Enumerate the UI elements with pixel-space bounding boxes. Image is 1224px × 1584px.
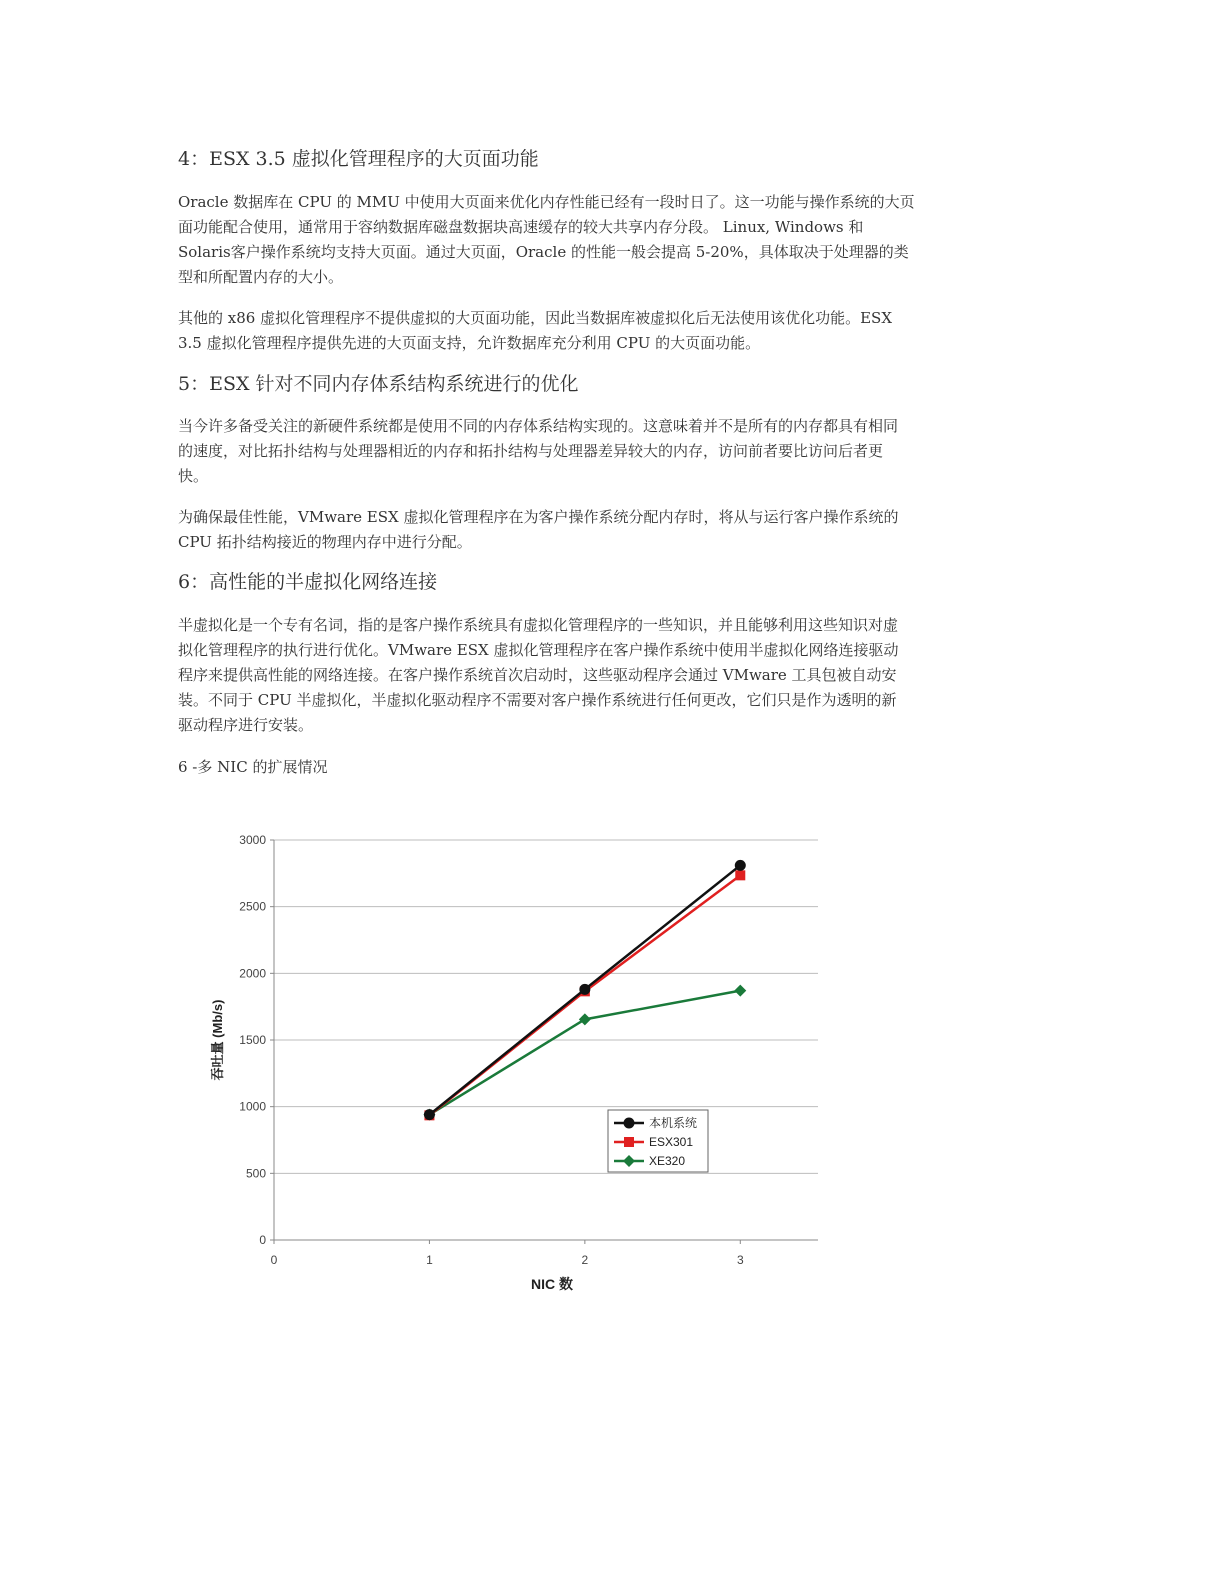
text-line: 型和所配置内存的大小。 — [178, 268, 344, 286]
y-axis-title: 吞吐量 (Mb/s) — [210, 999, 225, 1081]
section-heading-paravirt-network: 6：高性能的半虚拟化网络连接 — [178, 571, 438, 593]
legend-label: XE320 — [649, 1154, 686, 1168]
legend-swatch-marker — [624, 1137, 634, 1147]
paragraph-numa-esx — [178, 505, 1048, 555]
y-tick-label: 0 — [259, 1233, 266, 1247]
x-axis-title: NIC 数 — [531, 1276, 573, 1292]
series-2-point — [734, 985, 746, 997]
text-line: 程序来提供高性能的网络连接。在客户操作系统首次启动时，这些驱动程序会通过 VMware 工具包被自动安 — [178, 666, 897, 684]
y-tick-label: 2500 — [239, 899, 266, 914]
series-1-point — [735, 870, 745, 880]
x-tick-label: 1 — [426, 1253, 433, 1267]
series-2-point — [579, 1013, 591, 1025]
section-heading-numa: 5：ESX 针对不同内存体系结构系统进行的优化 — [178, 373, 579, 395]
text-line: 半虚拟化是一个专有名词，指的是客户操作系统具有虚拟化管理程序的一些知识，并且能够利用这些知识对虚 — [178, 616, 899, 634]
y-tick-label: 500 — [245, 1166, 266, 1181]
text-line: 快。 — [178, 467, 209, 485]
text-line: 其他的 x86 虚拟化管理程序不提供虚拟的大页面功能，因此当数据库被虚拟化后无法使用该优化功能。ESX — [178, 309, 892, 327]
text-line: 拟化管理程序的执行进行优化。VMware ESX 虚拟化管理程序在客户操作系统中使用半虚拟化网络连接驱动 — [178, 641, 899, 659]
paragraph-paravirt-network — [178, 613, 1048, 738]
text-line: 为确保最佳性能，VMware ESX 虚拟化管理程序在为客户操作系统分配内存时，将从与运行客户操作系统的 — [178, 508, 899, 526]
x-tick-label: 2 — [581, 1253, 589, 1267]
series-line-2 — [429, 991, 740, 1115]
y-tick-label: 1500 — [239, 1033, 266, 1047]
legend-label: ESX301 — [649, 1135, 694, 1149]
text-line: CPU 拓扑结构接近的物理内存中进行分配。 — [178, 533, 472, 551]
paragraph-numa-intro — [178, 414, 1048, 489]
y-tick-label: 2000 — [239, 966, 266, 981]
paragraph-large-pages-esx — [178, 306, 1048, 356]
legend-label: 本机系统 — [649, 1116, 698, 1130]
x-tick-label: 3 — [736, 1253, 744, 1267]
section-heading-large-pages: 4：ESX 3.5 虚拟化管理程序的大页面功能 — [178, 148, 539, 170]
x-tick-label: 0 — [270, 1253, 278, 1267]
paragraph-large-pages-intro — [178, 190, 1048, 290]
figure-caption: 6 -多 NIC 的扩展情况 — [178, 758, 328, 776]
text-line: 面功能配合使用，通常用于容纳数据库磁盘数据块高速缓存的较大共享内存分段。 Linux, Windows 和 — [178, 218, 864, 236]
legend-swatch-marker — [624, 1118, 635, 1129]
text-line: Oracle 数据库在 CPU 的 MMU 中使用大页面来优化内存性能已经有一段时日了。这一功能与操作系统的大页 — [178, 193, 915, 211]
text-line: 驱动程序进行安装。 — [178, 716, 314, 734]
text-line: 3.5 虚拟化管理程序提供先进的大页面支持，允许数据库充分利用 CPU 的大页面功能。 — [178, 334, 761, 352]
series-0-point — [735, 860, 746, 871]
text-line: Solaris客户操作系统均支持大页面。通过大页面，Oracle 的性能一般会提高 5-20%，具体取决于处理器的类 — [178, 243, 909, 261]
series-0-point — [579, 984, 590, 995]
text-line: 当今许多备受关注的新硬件系统都是使用不同的内存体系结构实现的。这意味着并不是所有的内存都具有相同 — [178, 417, 899, 435]
y-tick-label: 1000 — [239, 1099, 266, 1114]
series-0-point — [424, 1109, 435, 1120]
nic-scaling-chart — [200, 825, 840, 1305]
y-tick-label: 3000 — [239, 833, 266, 847]
text-line: 装。不同于 CPU 半虚拟化，半虚拟化驱动程序不需要对客户操作系统进行任何更改，它们只是作为透明的新 — [178, 691, 897, 709]
chart-legend — [608, 1110, 708, 1172]
text-line: 的速度，对比拓扑结构与处理器相近的内存和拓扑结构与处理器差异较大的内存，访问前者要比访问后者更 — [178, 442, 884, 460]
